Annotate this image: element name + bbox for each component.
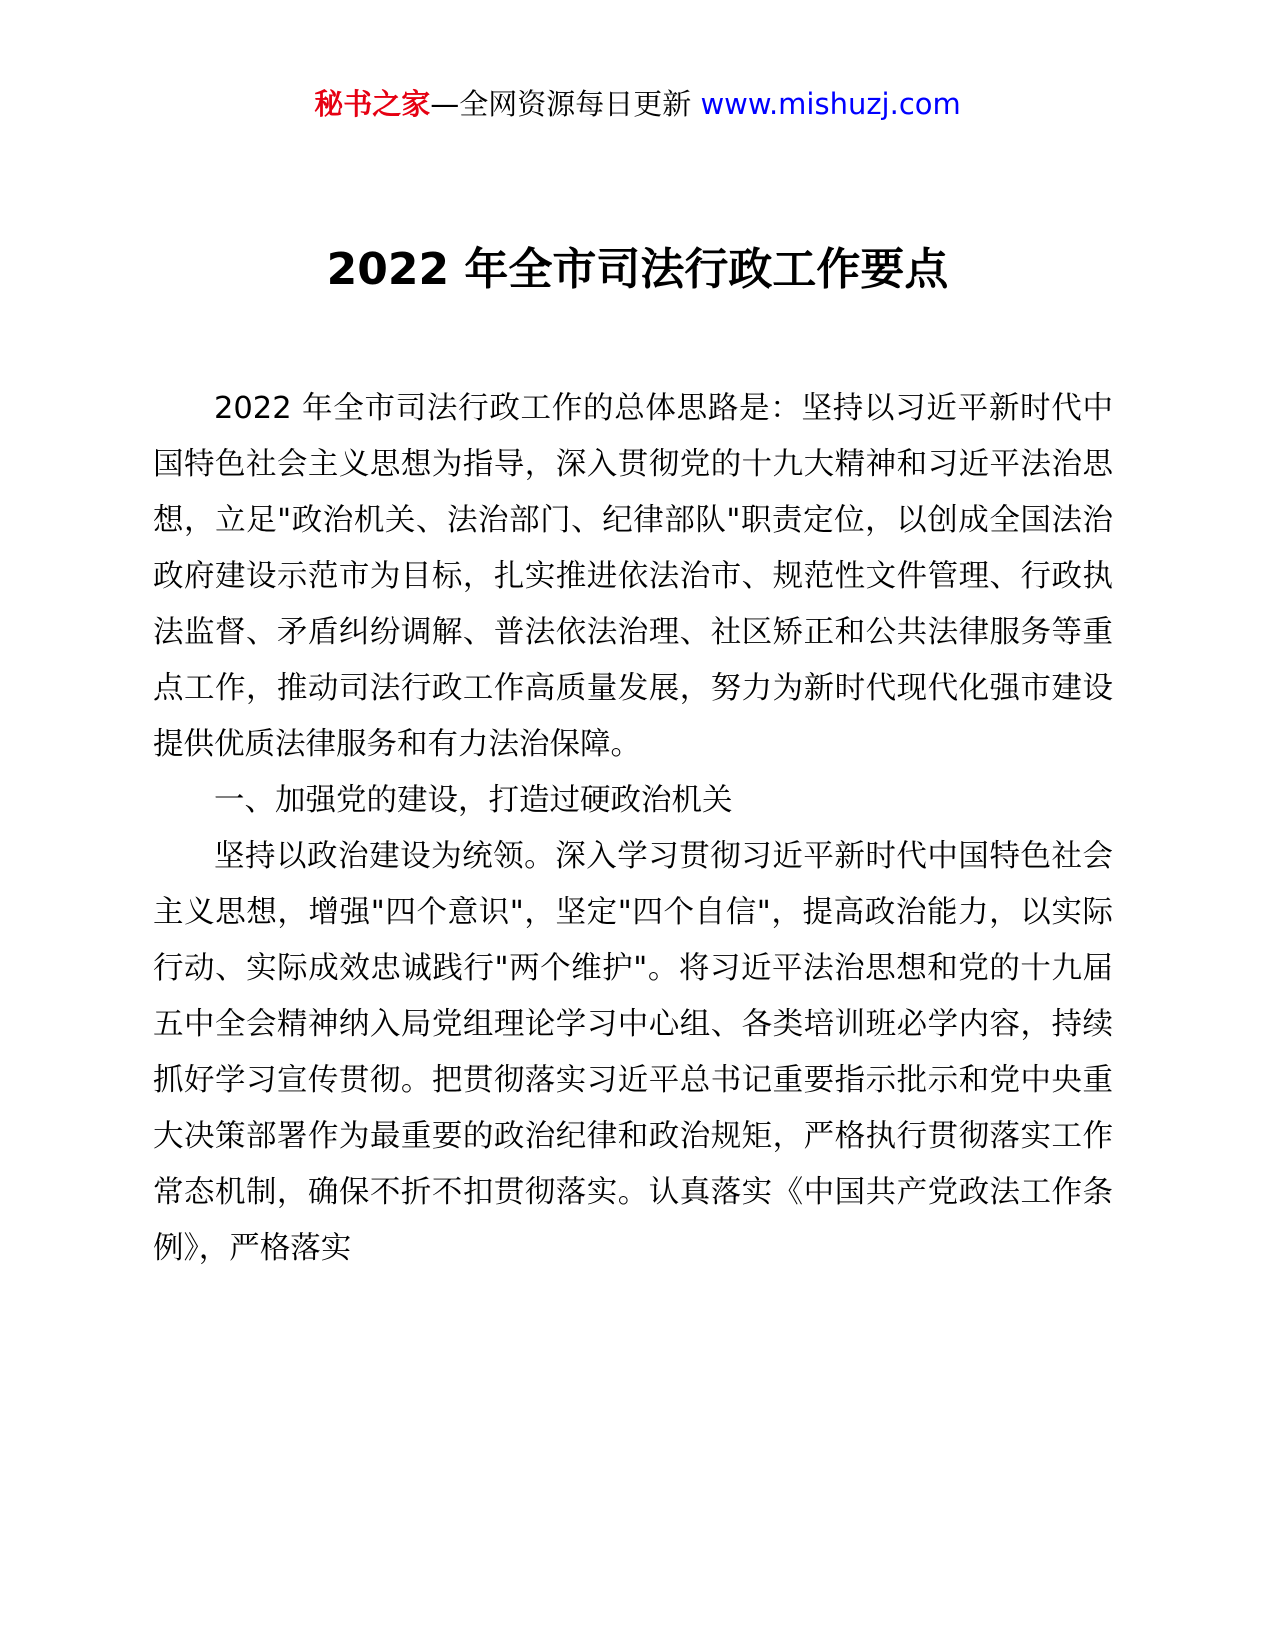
section-paragraph: 坚持以政治建设为统领。深入学习贯彻习近平新时代中国特色社会主义思想，增强"四个意识"，坚定"四个自信"，提高政治能力，以实际行动、实际成效忠诚践行"两个维护"。将习近平法治思想和党的十九届五中全会精神纳入局党组理论学习中心组、各类培训班必学内容，持续抓好学习宣传贯彻。把贯彻落实习近平总书记重要指示批示和党中央重大决策部署作为最重要的政治纪律和政治规矩，严格执行贯彻落实工作常态机制，确保不折不扣贯彻落实。认真落实《中国共产党政法工作条例》，严格落实	[153, 839, 1113, 1266]
site-tagline: —全网资源每日更新	[430, 87, 692, 121]
site-brand: 秘书之家	[314, 87, 431, 121]
site-url-link[interactable]: www.mishuzj.com	[700, 87, 961, 121]
intro-paragraph: 2022 年全市司法行政工作的总体思路是：坚持以习近平新时代中国特色社会主义思想为指导，深入贯彻党的十九大精神和习近平法治思想，立足"政治机关、法治部门、纪律部队"职责定位，以创成全国法治政府建设示范市为目标，扎实推进依法治市、规范性文件管理、行政执法监督、矛盾纠纷调解、普法依法治理、社区矫正和公共法律服务等重点工作，推动司法行政工作高质量发展，努力为新时代现代化强市建设提供优质法律服务和有力法治保障。	[153, 391, 1113, 762]
document-title: 2022 年全市司法行政工作要点	[326, 244, 949, 295]
section-heading: 一、加强党的建设，打造过硬政治机关	[214, 783, 733, 818]
document-body	[153, 381, 1113, 1277]
site-header	[0, 84, 1275, 124]
